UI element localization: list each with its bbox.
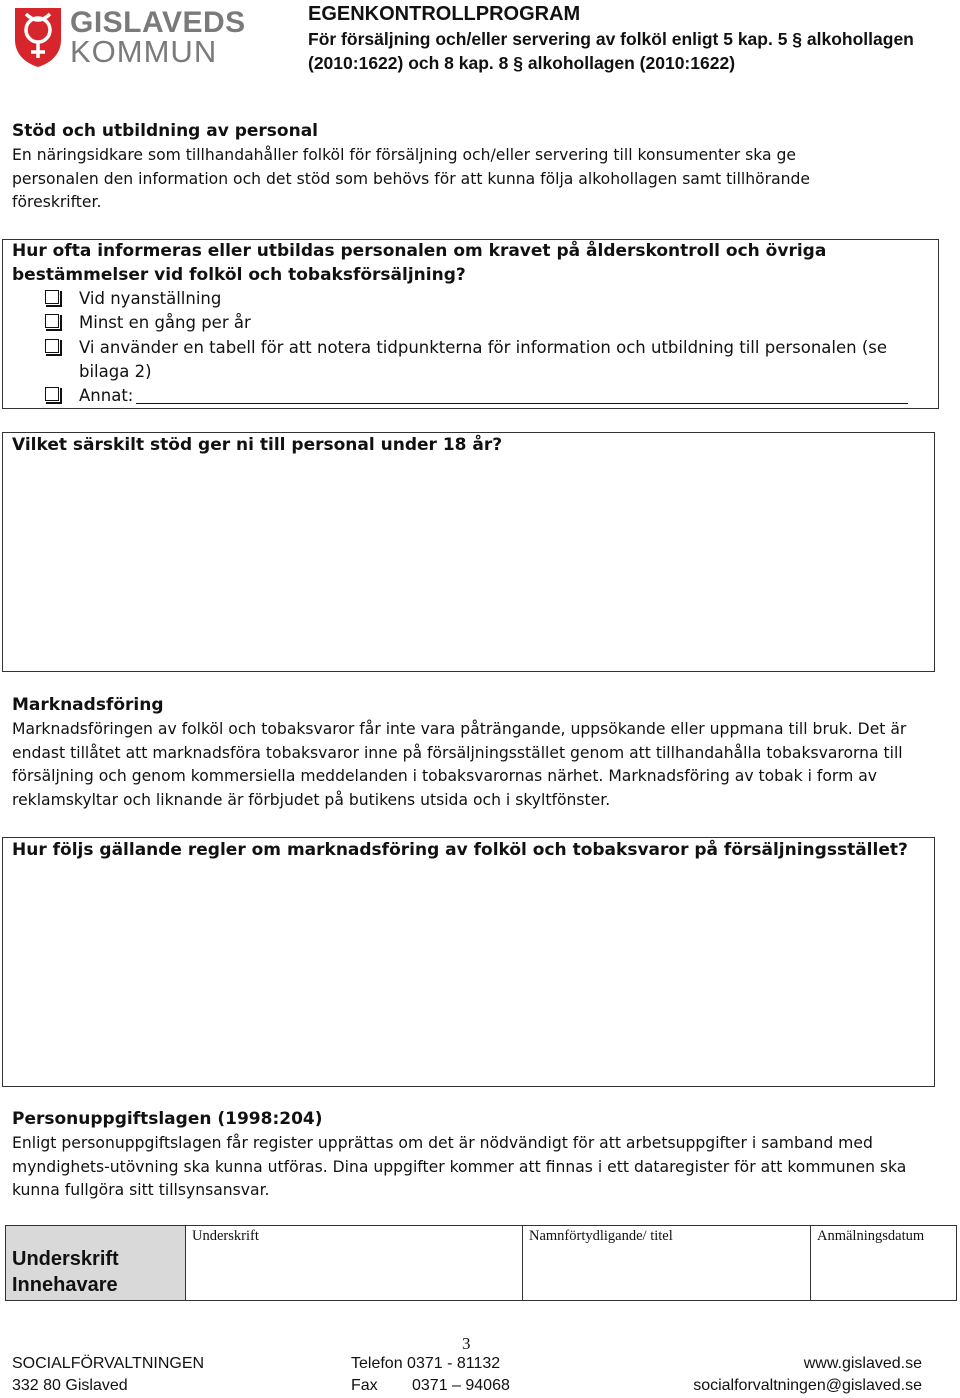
checkbox-icon[interactable] — [45, 290, 59, 304]
page-number: 3 — [462, 1334, 471, 1353]
gislaved-logo — [12, 6, 246, 70]
option-label: Annat: — [79, 386, 134, 405]
signature-row-label-cell — [6, 1226, 186, 1300]
marketing-question: Hur följs gällande regler om marknadsföring av folköl och tobaksvaror på försäljningsstället? — [12, 840, 908, 860]
marketing-section-title: Marknadsföring — [12, 695, 164, 715]
footer-email-link[interactable]: socialforvaltningen@gislaved.se — [693, 1377, 922, 1394]
training-frequency-box — [2, 239, 939, 409]
logo-text-gislaveds: GISLAVEDS — [70, 6, 246, 39]
document-subtitle: För försäljning och/eller servering av folköl enligt 5 kap. 5 § alkohollagen (2010:1622) och 8 kap. 8 § alkohollagen (2010:1622) — [308, 29, 914, 73]
municipality-emblem-icon — [12, 6, 64, 68]
option-label: Minst en gång per år — [79, 313, 251, 332]
option-label: Vi använder en tabell för att notera tidpunkterna för information och utbildning till personalen (se bilaga 2) — [79, 338, 888, 381]
signature-row-label-line2: Innehavare — [12, 1274, 118, 1296]
staff-section-title: Stöd och utbildning av personal — [12, 121, 319, 141]
signature-table — [5, 1225, 957, 1301]
footer-fax-label: Fax — [351, 1377, 378, 1394]
signature-row-label-line1: Underskrift — [12, 1248, 119, 1270]
pul-section-text: Enligt personuppgiftslagen får register upprättas om det är nödvändigt för att arbetsuppgifter i samband med myndighets-utövning ska kunna utföras. Dina uppgifter kommer att finnas i ett dataregister för att kommunen ska kunna fullgöra sitt tillsynsansvar. — [12, 1134, 907, 1199]
option-other[interactable] — [47, 384, 133, 408]
signature-field-label: Underskrift — [192, 1228, 259, 1244]
training-frequency-question: Hur ofta informeras eller utbildas personalen om kravet på ålderskontroll och övriga bestämmelser vid folköl och tobaksförsäljning? — [12, 241, 827, 285]
option-use-table[interactable] — [47, 336, 907, 383]
signature-field[interactable] — [186, 1226, 523, 1300]
footer-org: SOCIALFÖRVALTNINGEN — [12, 1355, 205, 1372]
application-date-field[interactable] — [811, 1226, 955, 1300]
application-date-field-label: Anmälningsdatum — [817, 1228, 925, 1244]
footer-fax: 0371 – 94068 — [412, 1377, 510, 1394]
name-title-field[interactable] — [523, 1226, 811, 1300]
document-title: EGENKONTROLLPROGRAM — [308, 3, 581, 25]
checkbox-icon[interactable] — [45, 314, 59, 328]
signature-row-label — [12, 1246, 119, 1298]
footer-address: 332 80 Gislaved — [12, 1377, 128, 1394]
option-once-a-year[interactable] — [47, 311, 251, 335]
name-title-field-label: Namnförtydligande/ titel — [529, 1228, 673, 1244]
staff-section-text: En näringsidkare som tillhandahåller folköl för försäljning och/eller servering till konsumenter ska ge personalen den information och det stöd som behövs för att kunna följa alkohollagen samt tillhörande föreskrifter. — [12, 146, 811, 211]
support-question: Vilket särskilt stöd ger ni till personal under 18 år? — [12, 435, 503, 455]
other-answer-line[interactable] — [136, 403, 908, 404]
checkbox-icon[interactable] — [45, 387, 59, 401]
option-label: Vid nyanställning — [79, 289, 222, 308]
marketing-answer-box[interactable] — [2, 837, 935, 1087]
checkbox-icon[interactable] — [45, 339, 59, 353]
logo-text-kommun: KOMMUN — [70, 34, 218, 69]
footer-website-link[interactable]: www.gislaved.se — [803, 1355, 922, 1372]
pul-section-title: Personuppgiftslagen (1998:204) — [12, 1109, 323, 1129]
footer-phone: Telefon 0371 - 81132 — [351, 1355, 501, 1372]
option-new-hire[interactable] — [47, 287, 221, 311]
marketing-section-text: Marknadsföringen av folköl och tobaksvaror får inte vara påträngande, uppsökande eller uppmana till bruk. Det är endast tillåtet att marknadsföra tobaksvaror inne på försäljningsstället genom att tillhandahålla tobaksvarorna till försäljning och genom kommersiella meddelanden i tobaksvarornas närhet. Marknadsföring av tobak i form av reklamskyltar och liknande är förbjudet på butikens utsida och i skyltfönster. — [12, 720, 907, 809]
support-answer-box[interactable] — [2, 432, 935, 672]
